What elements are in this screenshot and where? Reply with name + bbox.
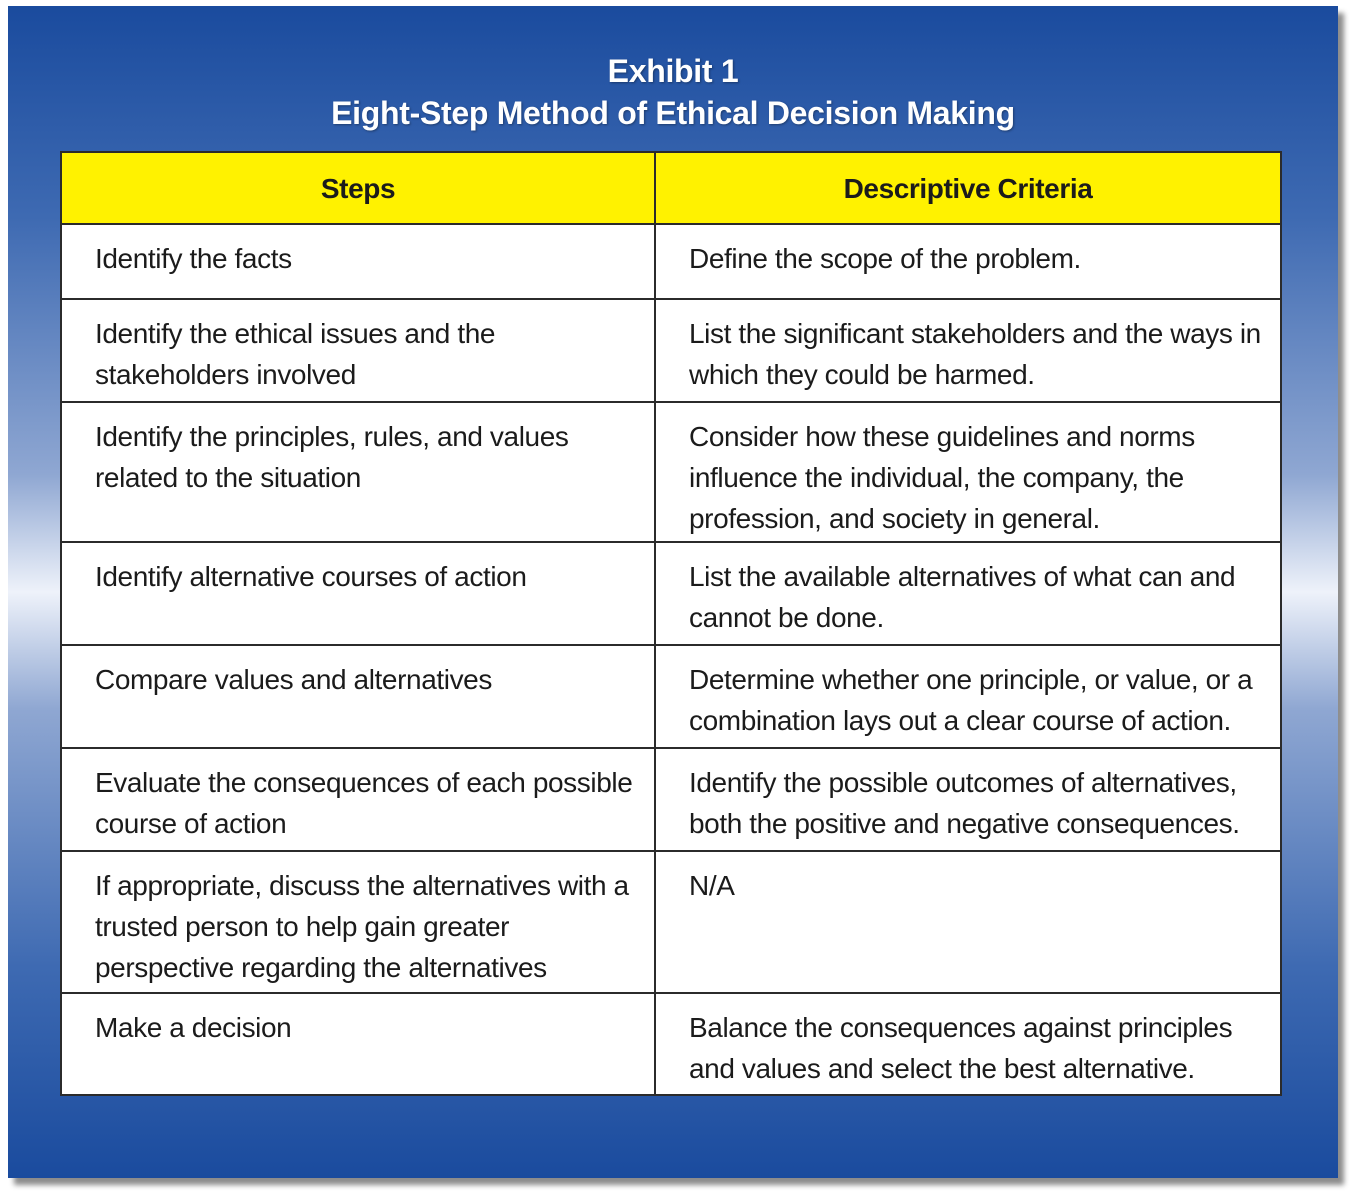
criteria-cell: Determine whether one principle, or value, or a combination lays out a clear course of action. bbox=[655, 645, 1281, 748]
step-cell: Identify the principles, rules, and values related to the situation bbox=[61, 402, 655, 542]
step-cell: Identify the facts bbox=[61, 224, 655, 299]
criteria-cell: List the available alternatives of what can and cannot be done. bbox=[655, 542, 1281, 645]
table-row bbox=[61, 224, 1281, 299]
step-cell: Identify the ethical issues and the stakeholders involved bbox=[61, 299, 655, 402]
step-cell: If appropriate, discuss the alternatives with a trusted person to help gain greater perspective regarding the alternatives bbox=[61, 851, 655, 993]
step-cell: Evaluate the consequences of each possible course of action bbox=[61, 748, 655, 851]
table-row bbox=[61, 851, 1281, 993]
table-row bbox=[61, 748, 1281, 851]
table-row bbox=[61, 542, 1281, 645]
exhibit-title: Eight-Step Method of Ethical Decision Making bbox=[331, 95, 1015, 131]
step-cell: Identify alternative courses of action bbox=[61, 542, 655, 645]
table-row bbox=[61, 993, 1281, 1095]
step-cell: Compare values and alternatives bbox=[61, 645, 655, 748]
criteria-cell: List the significant stakeholders and the ways in which they could be harmed. bbox=[655, 299, 1281, 402]
table-row bbox=[61, 299, 1281, 402]
table-row bbox=[61, 645, 1281, 748]
column-header-criteria: Descriptive Criteria bbox=[655, 152, 1281, 224]
table-header-row bbox=[61, 152, 1281, 224]
exhibit-panel bbox=[8, 6, 1338, 1178]
table-row bbox=[61, 402, 1281, 542]
column-header-steps: Steps bbox=[61, 152, 655, 224]
criteria-cell: Define the scope of the problem. bbox=[655, 224, 1281, 299]
criteria-cell: N/A bbox=[655, 851, 1281, 993]
exhibit-label: Exhibit 1 bbox=[607, 53, 739, 89]
step-cell: Make a decision bbox=[61, 993, 655, 1095]
exhibit-title-block bbox=[8, 50, 1338, 134]
criteria-cell: Identify the possible outcomes of alternatives, both the positive and negative consequences. bbox=[655, 748, 1281, 851]
criteria-cell: Consider how these guidelines and norms influence the individual, the company, the profession, and society in general. bbox=[655, 402, 1281, 542]
ethical-decision-table bbox=[60, 151, 1282, 1096]
criteria-cell: Balance the consequences against principles and values and select the best alternative. bbox=[655, 993, 1281, 1095]
